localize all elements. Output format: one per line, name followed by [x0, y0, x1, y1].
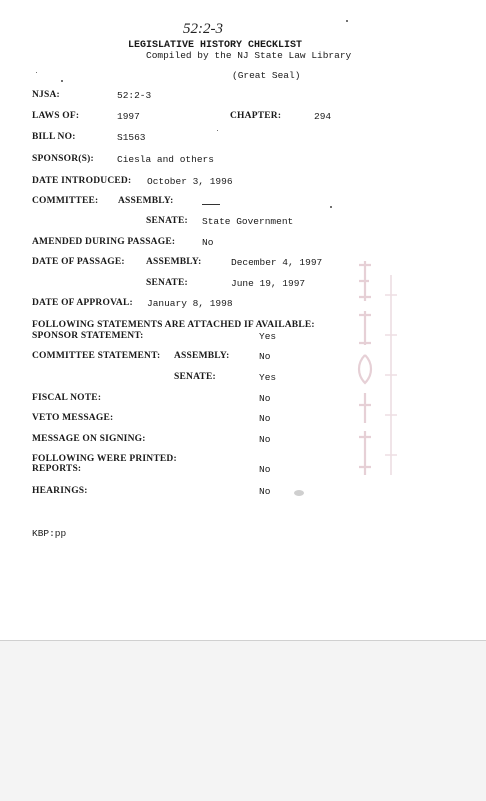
typist-initials: KBP:pp [32, 528, 67, 539]
laws-of-label: LAWS OF: [32, 111, 80, 121]
cs-senate-label: SENATE: [174, 372, 216, 382]
committee-assembly-blank [202, 204, 220, 205]
njsa-label: NJSA: [32, 90, 60, 100]
sponsor-statement-label: SPONSOR STATEMENT: [32, 331, 144, 341]
scan-speck [330, 206, 332, 208]
message-on-signing-label: MESSAGE ON SIGNING: [32, 434, 146, 444]
date-introduced-label: DATE INTRODUCED: [32, 176, 132, 186]
passage-senate-value: June 19, 1997 [231, 278, 306, 289]
chapter-value: 294 [314, 111, 332, 122]
passage-assembly-label: ASSEMBLY: [146, 257, 202, 267]
date-of-approval-label: DATE OF APPROVAL: [32, 298, 133, 308]
seal-placeholder: (Great Seal) [232, 70, 301, 81]
cs-senate-value: Yes [259, 372, 277, 383]
fiscal-note-value: No [259, 393, 271, 404]
veto-message-value: No [259, 413, 271, 424]
committee-assembly-label: ASSEMBLY: [118, 196, 174, 206]
scan-speck [346, 20, 348, 22]
committee-senate-value: State Government [202, 216, 294, 227]
sponsor-statement-value: Yes [259, 331, 277, 342]
committee-label: COMMITTEE: [32, 196, 99, 206]
scan-speck [61, 80, 63, 82]
bill-no-label: BILL NO: [32, 132, 76, 142]
library-stamp-mark [345, 255, 415, 485]
committee-statement-label: COMMITTEE STATEMENT: [32, 351, 161, 361]
laws-of-value: 1997 [117, 111, 140, 122]
scanner-background [0, 640, 486, 801]
hearings-value: No [259, 486, 271, 497]
cs-assembly-label: ASSEMBLY: [174, 351, 230, 361]
message-on-signing-value: No [259, 434, 271, 445]
amended-value: No [202, 237, 214, 248]
fiscal-note-label: FISCAL NOTE: [32, 393, 102, 403]
passage-assembly-value: December 4, 1997 [231, 257, 323, 268]
handwritten-reference: 52:2-3 [183, 21, 223, 37]
hearings-label: HEARINGS: [32, 486, 88, 496]
cs-assembly-value: No [259, 351, 271, 362]
veto-message-label: VETO MESSAGE: [32, 413, 114, 423]
scan-smudge [294, 490, 304, 496]
statements-heading: FOLLOWING STATEMENTS ARE ATTACHED IF AVAILABLE: [32, 320, 315, 330]
date-introduced-value: October 3, 1996 [147, 176, 233, 187]
page-title: LEGISLATIVE HISTORY CHECKLIST [128, 40, 303, 51]
sponsor-label: SPONSOR(S): [32, 154, 94, 164]
page-subtitle: Compiled by the NJ State Law Library [146, 50, 352, 61]
reports-value: No [259, 464, 271, 475]
sponsor-value: Ciesla and others [117, 154, 214, 165]
scan-speck [36, 72, 37, 73]
njsa-value: 52:2-3 [117, 90, 152, 101]
reports-label: REPORTS: [32, 464, 82, 474]
date-of-approval-value: January 8, 1998 [147, 298, 233, 309]
bill-no-value: S1563 [117, 132, 146, 143]
chapter-label: CHAPTER: [230, 111, 282, 121]
amended-label: AMENDED DURING PASSAGE: [32, 237, 176, 247]
committee-senate-label: SENATE: [146, 216, 188, 226]
passage-senate-label: SENATE: [146, 278, 188, 288]
date-of-passage-label: DATE OF PASSAGE: [32, 257, 125, 267]
scan-speck [217, 130, 218, 131]
printed-heading: FOLLOWING WERE PRINTED: [32, 454, 177, 464]
